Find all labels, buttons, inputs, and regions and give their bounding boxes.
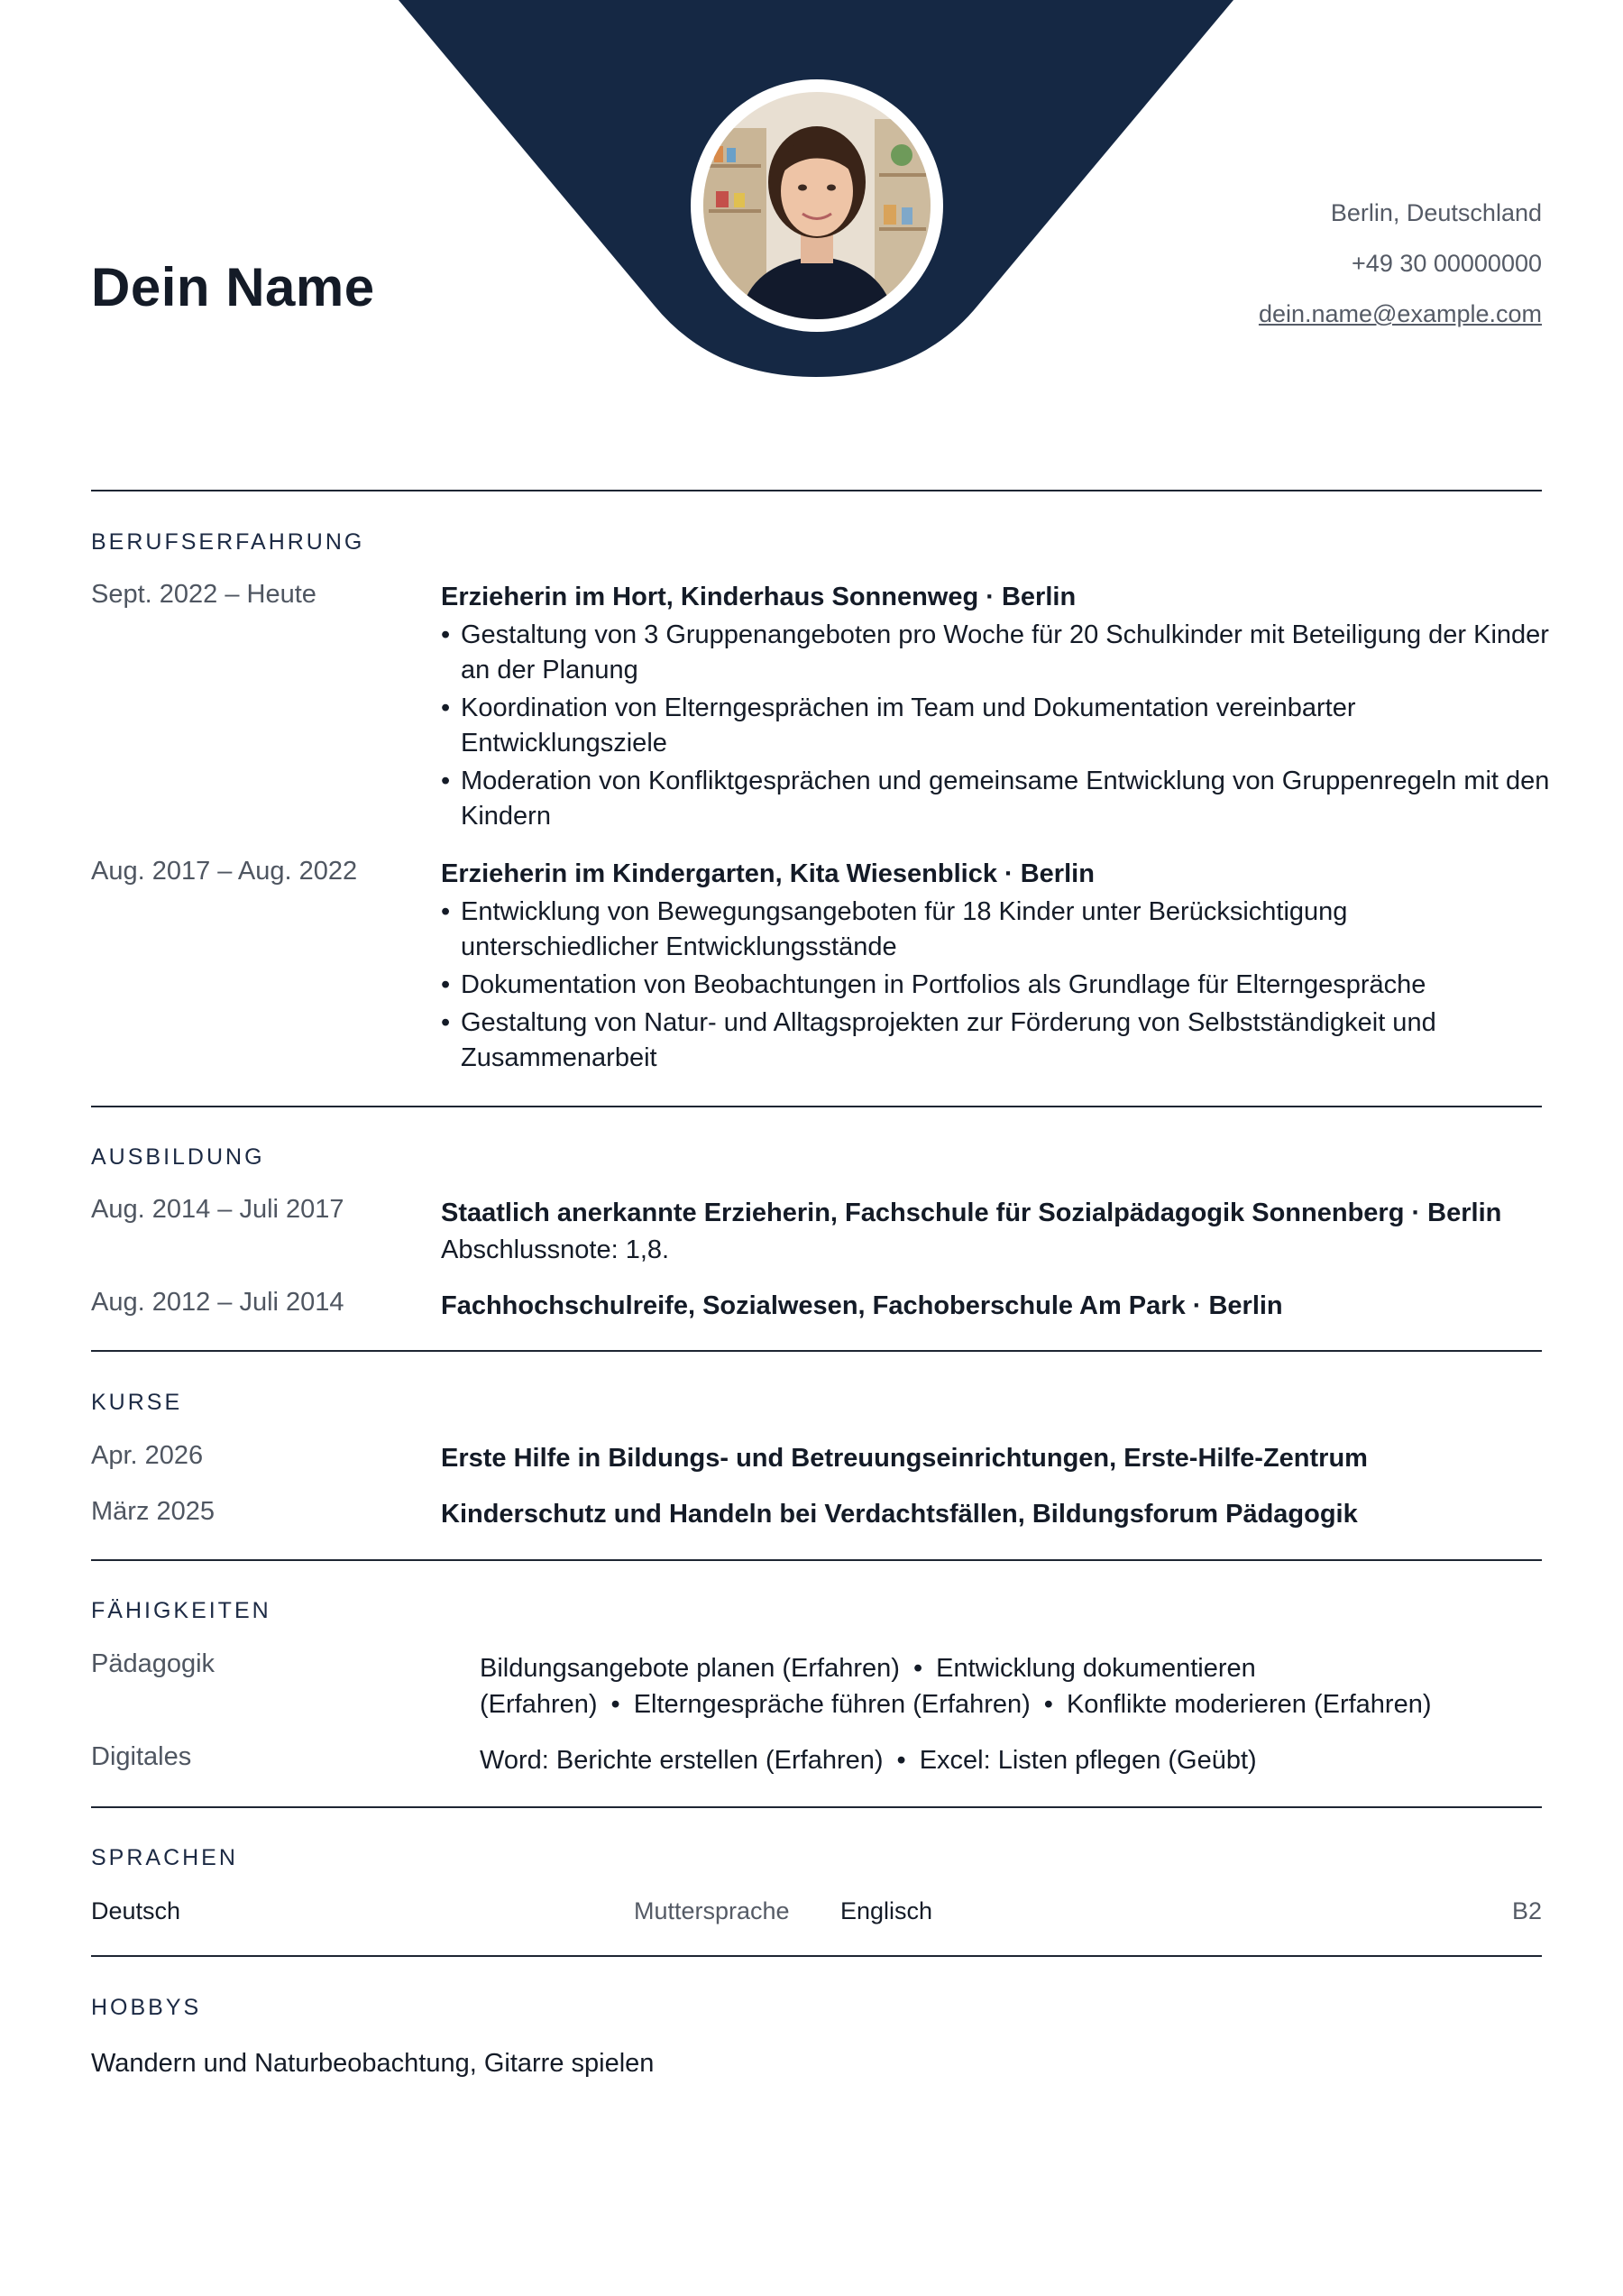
- experience-title: Erzieherin im Kindergarten, Kita Wiesenblick · Berlin: [441, 859, 1095, 888]
- experience-title: Erzieherin im Hort, Kinderhaus Sonnenweg · Berlin: [441, 583, 1077, 611]
- hobbies-text: Wandern und Naturbeobachtung, Gitarre spielen: [91, 2049, 655, 2078]
- profile-photo: [691, 79, 943, 332]
- section-divider: [91, 1106, 1542, 1107]
- list-item: • Koordination von Elterngesprächen im Team und Dokumentation vereinbarter Entwicklungsziele: [441, 691, 1550, 761]
- language-name: Englisch: [840, 1897, 933, 1924]
- portrait-image: [703, 92, 931, 319]
- section-divider: [91, 1955, 1542, 1957]
- course-title: Erste Hilfe in Bildungs- und Betreuungseinrichtungen, Erste-Hilfe-Zentrum: [441, 1444, 1368, 1473]
- education-title: Staatlich anerkannte Erzieherin, Fachschule für Sozialpädagogik Sonnenberg · Berlin: [441, 1199, 1502, 1227]
- skill-category: Pädagogik: [91, 1649, 215, 1678]
- skill-list: [480, 1742, 1544, 1778]
- education-date: Aug. 2012 – Juli 2014: [91, 1288, 344, 1317]
- course-entry: [441, 1497, 1550, 1532]
- section-title-experience: BERUFSERFAHRUNG: [91, 529, 365, 555]
- skill-item: Elterngespräche führen (Erfahren): [633, 1690, 1031, 1719]
- section-divider: [91, 1559, 1542, 1561]
- course-entry: [441, 1441, 1550, 1476]
- course-date: März 2025: [91, 1497, 215, 1526]
- course-date: Apr. 2026: [91, 1441, 204, 1470]
- skill-category: Digitales: [91, 1742, 192, 1771]
- experience-entry: [441, 580, 1550, 837]
- education-title: Fachhochschulreife, Sozialwesen, Fachoberschule Am Park · Berlin: [441, 1291, 1283, 1320]
- experience-date: Aug. 2017 – Aug. 2022: [91, 857, 358, 886]
- candidate-name: Dein Name: [91, 257, 375, 317]
- section-title-languages: SPRACHEN: [91, 1845, 238, 1870]
- language-level: B2: [1511, 1897, 1542, 1924]
- bullet-separator: •: [610, 1690, 620, 1719]
- list-item: • Dokumentation von Beobachtungen in Portfolios als Grundlage für Elterngespräche: [441, 968, 1550, 1003]
- language-name: Deutsch: [91, 1897, 181, 1924]
- experience-bullets: [441, 618, 1550, 834]
- list-item: • Entwicklung von Bewegungsangeboten für 18 Kinder unter Berücksichtigung unterschiedlicher Entwicklungsstände: [441, 895, 1550, 965]
- section-divider: [91, 1806, 1542, 1808]
- course-title: Kinderschutz und Handeln bei Verdachtsfällen, Bildungsforum Pädagogik: [441, 1500, 1358, 1529]
- experience-date: Sept. 2022 – Heute: [91, 580, 316, 609]
- email-link[interactable]: dein.name@example.com: [1258, 300, 1542, 327]
- list-item: • Moderation von Konfliktgesprächen und gemeinsame Entwicklung von Gruppenregeln mit den Kindern: [441, 764, 1550, 834]
- phone-text: +49 30 00000000: [1352, 250, 1542, 277]
- bullet-separator: •: [896, 1746, 906, 1775]
- section-divider: [91, 1350, 1542, 1352]
- bullet-separator: •: [912, 1654, 923, 1683]
- education-entry: [441, 1196, 1550, 1268]
- language-level: Muttersprache: [634, 1897, 790, 1924]
- contact-block: [1259, 195, 1542, 346]
- skill-item: Bildungsangebote planen (Erfahren): [480, 1654, 900, 1683]
- skill-item: Entwicklung dokumentieren (Erfahren): [480, 1654, 1256, 1719]
- skill-item: Excel: Listen pflegen (Geübt): [919, 1746, 1257, 1775]
- list-item: • Gestaltung von Natur- und Alltagsprojekten zur Förderung von Selbstständigkeit und Zusammenarbeit: [441, 1006, 1550, 1076]
- bullet-separator: •: [1043, 1690, 1053, 1719]
- section-title-education: AUSBILDUNG: [91, 1144, 265, 1170]
- section-title-skills: FÄHIGKEITEN: [91, 1598, 271, 1623]
- list-item: • Gestaltung von 3 Gruppenangeboten pro Woche für 20 Schulkinder mit Beteiligung der Kinder an der Planung: [441, 618, 1550, 688]
- education-entry: [441, 1289, 1550, 1324]
- education-date: Aug. 2014 – Juli 2017: [91, 1195, 344, 1224]
- location-text: Berlin, Deutschland: [1330, 199, 1542, 226]
- section-title-courses: KURSE: [91, 1390, 183, 1415]
- skill-item: Word: Berichte erstellen (Erfahren): [480, 1746, 884, 1775]
- section-divider: [91, 490, 1542, 491]
- section-title-hobbies: HOBBYS: [91, 1995, 202, 2020]
- skill-list: [480, 1650, 1544, 1722]
- experience-bullets: [441, 895, 1550, 1076]
- skill-item: Konflikte moderieren (Erfahren): [1066, 1690, 1432, 1719]
- experience-entry: [441, 857, 1550, 1079]
- education-note: Abschlussnote: 1,8.: [441, 1235, 670, 1264]
